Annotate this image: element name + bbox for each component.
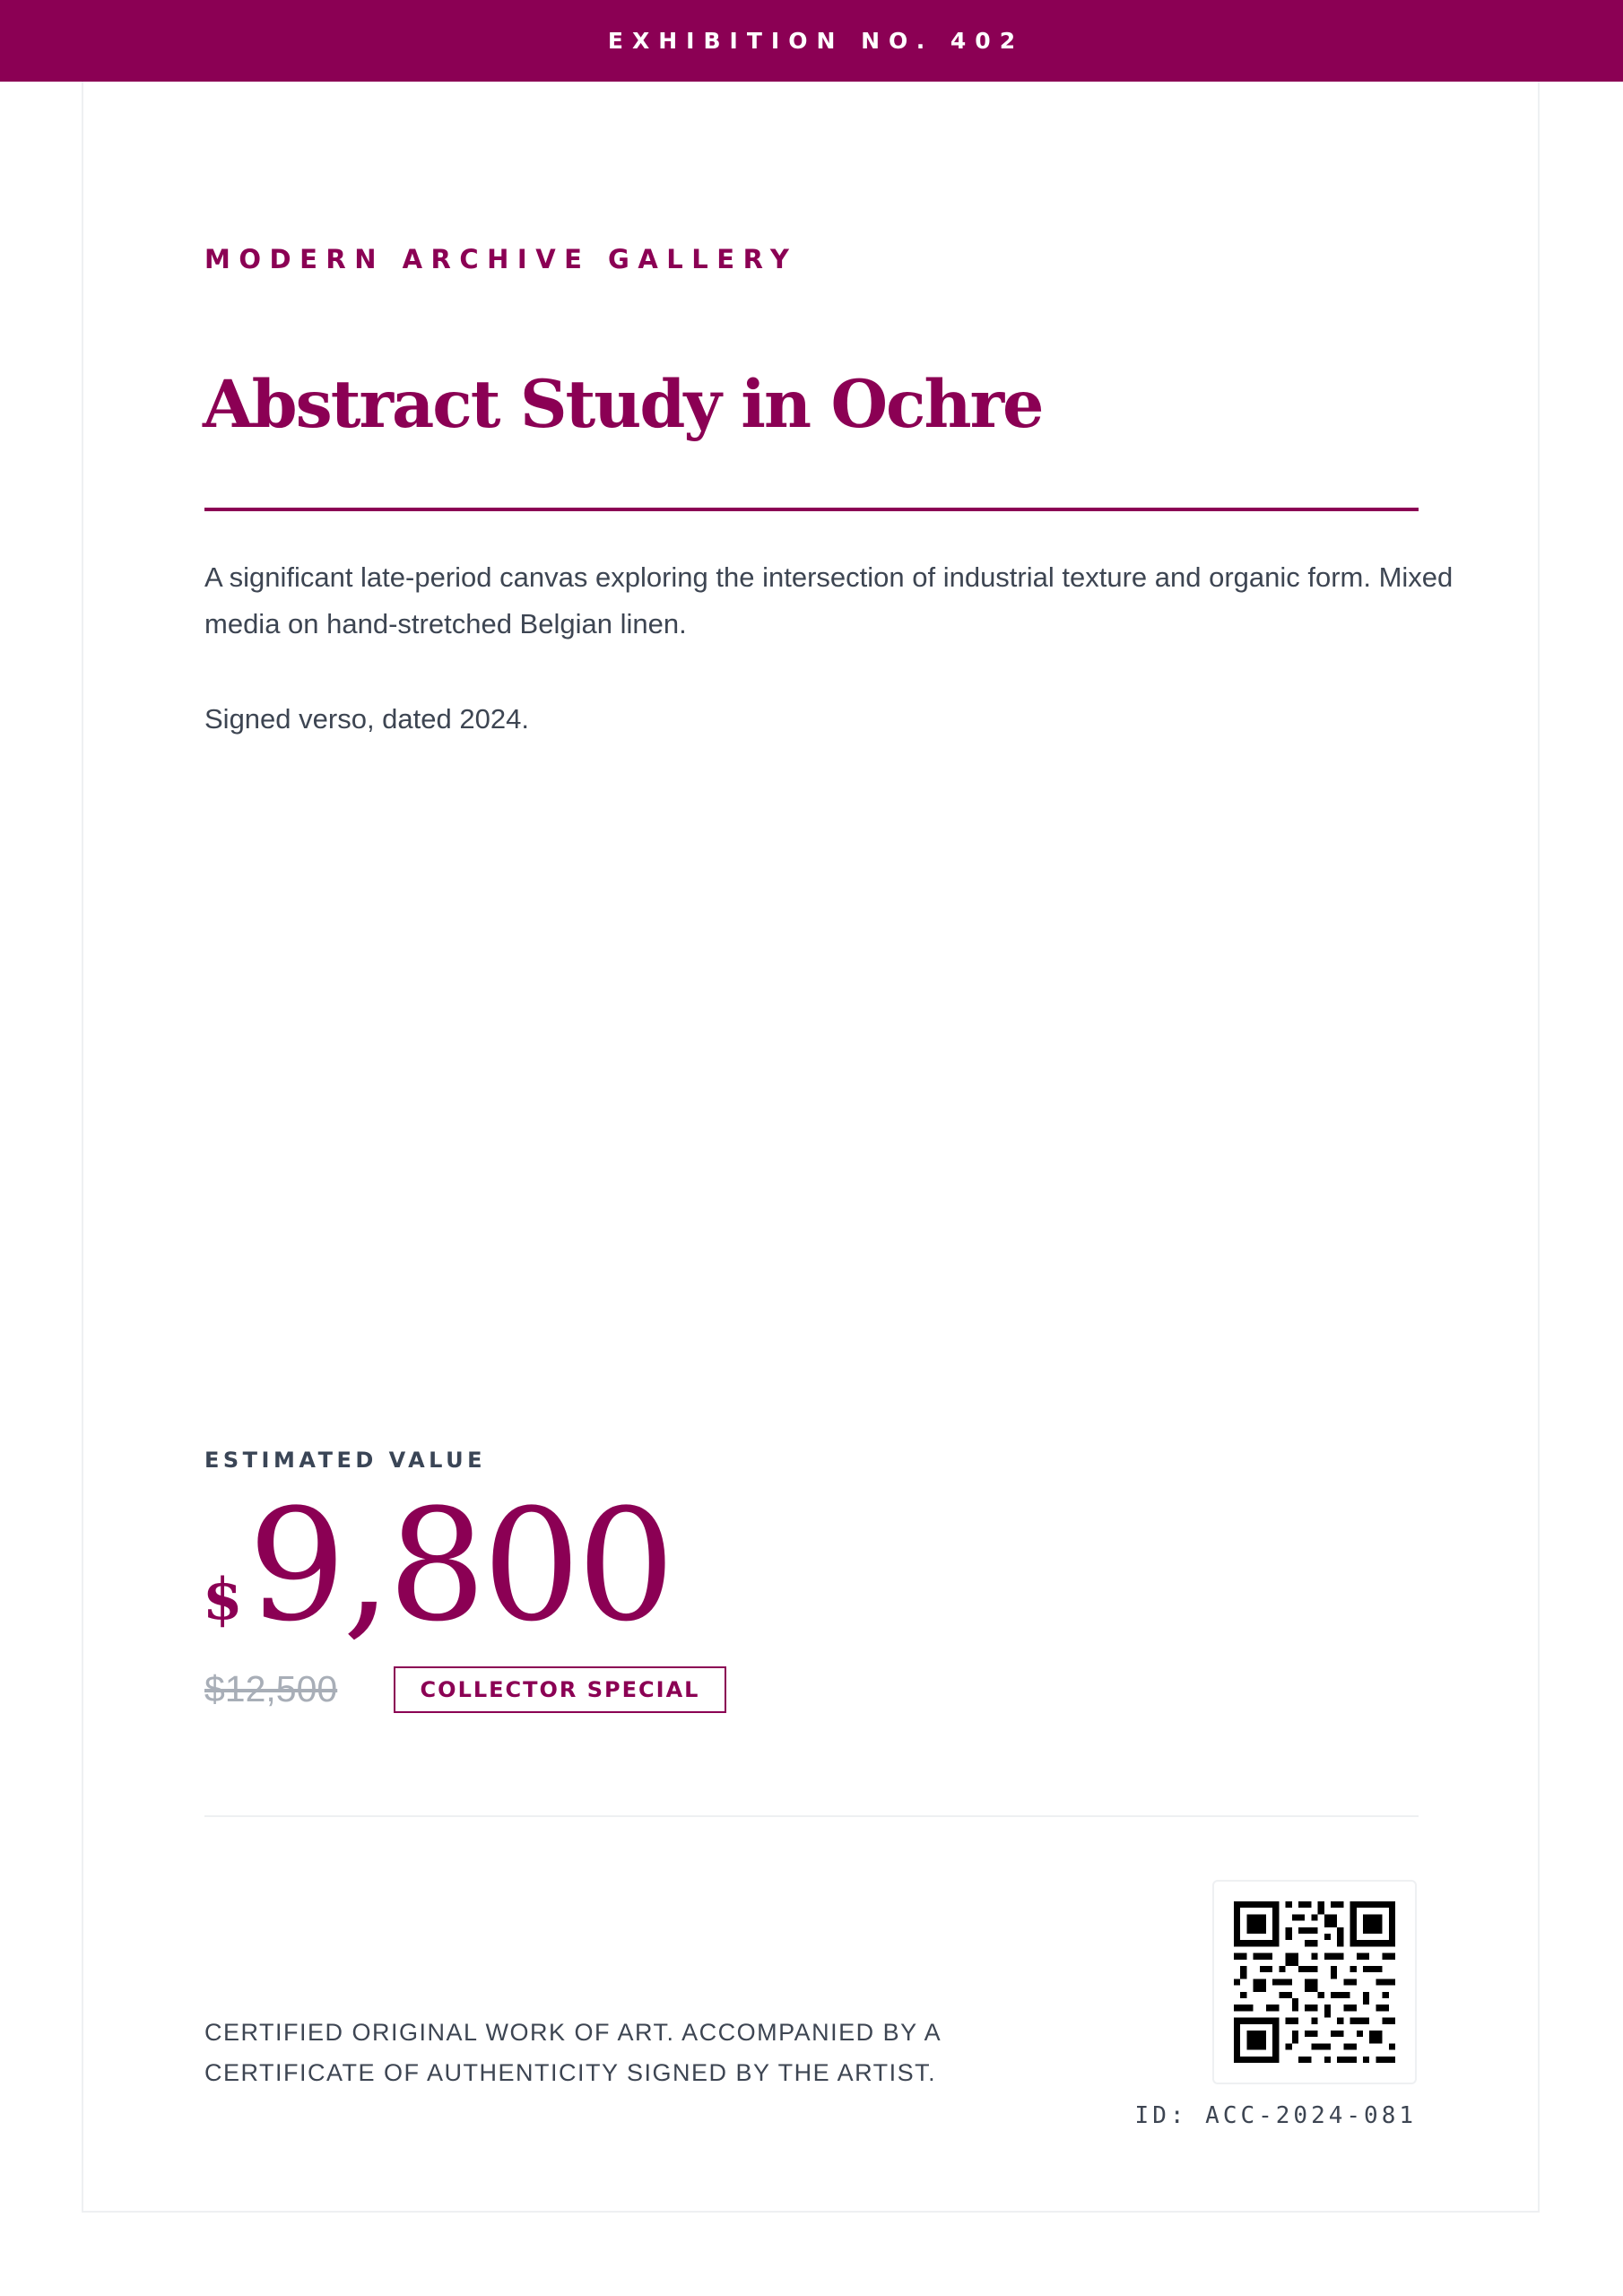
exhibition-banner — [0, 0, 1623, 82]
artwork-description: A significant late-period canvas exploring the intersection of industrial texture and organic form. Mixed media on hand-stretched Belgian linen. — [204, 561, 1454, 639]
original-price: $12,500 — [204, 1668, 338, 1709]
collector-special-badge: COLLECTOR SPECIAL — [394, 1666, 726, 1713]
certification-statement: CERTIFIED ORIGINAL WORK OF ART. ACCOMPANIED BY A CERTIFICATE OF AUTHENTICITY SIGNED BY THE ARTIST. — [204, 2019, 941, 2086]
price-currency: $ — [203, 1566, 243, 1633]
exhibition-number: EXHIBITION NO. 402 — [607, 28, 1025, 54]
title-divider — [204, 508, 1419, 511]
price — [203, 1475, 672, 1656]
gallery-name: MODERN ARCHIVE GALLERY — [204, 244, 798, 274]
estimated-value-label: ESTIMATED VALUE — [204, 1448, 486, 1473]
qr-code-icon — [1234, 1901, 1395, 2063]
qr-code[interactable] — [1212, 1880, 1417, 2084]
signature-note: Signed verso, dated 2024. — [204, 703, 529, 735]
artwork-title: Abstract Study in Ochre — [203, 366, 1043, 443]
price-amount: 9,800 — [247, 1475, 672, 1656]
artwork-id: ID: ACC-2024-081 — [1134, 2102, 1417, 2129]
footer-divider — [204, 1815, 1419, 1817]
